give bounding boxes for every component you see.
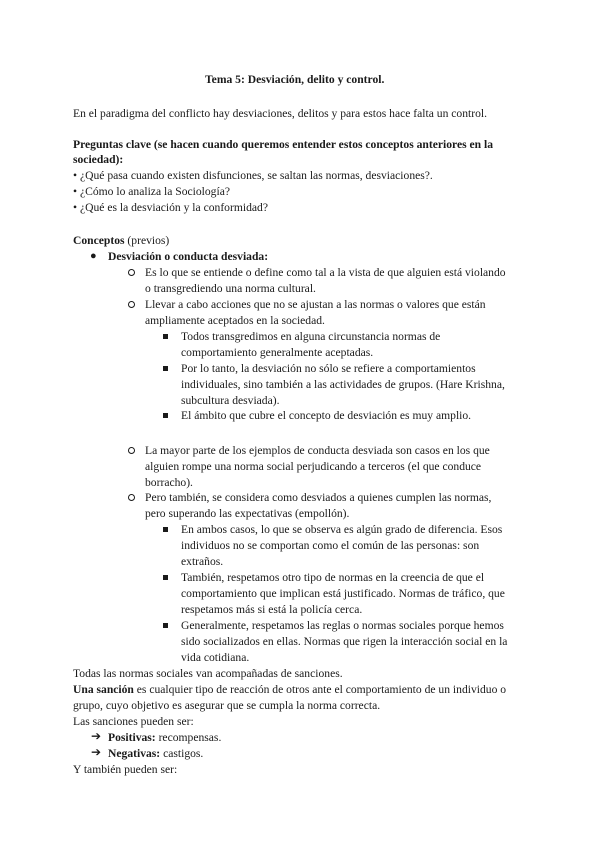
positive-sanction: Positivas: recompensas. xyxy=(108,731,222,744)
concept-line: individuos no se comportan como el común de las personas: son xyxy=(181,539,480,552)
square-bullet-icon xyxy=(163,575,168,580)
sanction-definition-cont: grupo, cuyo objetivo es asegurar que se cumpla la norma correcta. xyxy=(73,699,381,712)
key-question-item: • ¿Qué es la desviación y la conformidad? xyxy=(73,201,268,214)
key-question-item: • ¿Qué pasa cuando existen disfunciones, se saltan las normas, desviaciones?. xyxy=(73,169,433,182)
square-bullet-icon xyxy=(163,366,168,371)
concept-line: sido socializados en ellas. Normas que rigen la interacción social en la xyxy=(181,635,508,648)
concept-line: alguien rompe una norma social perjudicando a terceros (el que conduce xyxy=(145,460,482,473)
concept-line: Todos transgredimos en alguna circunstancia normas de xyxy=(181,330,441,343)
concept-line: También, respetamos otro tipo de normas en la creencia de que el xyxy=(181,571,485,584)
concept-line: respetamos más si está la policía cerca. xyxy=(181,603,363,616)
concept-line: Llevar a cabo acciones que no se ajustan a las normas o valores que están xyxy=(145,298,486,311)
arrow-right-icon: ➔ xyxy=(91,745,102,759)
sanction-definition: Una sanción es cualquier tipo de reacción de otros ante el comportamiento de un individuo o xyxy=(73,683,507,696)
key-questions-heading-line2: sociedad): xyxy=(73,153,124,166)
hollow-bullet-icon xyxy=(128,269,135,276)
concept-line: comportamiento generalmente aceptadas. xyxy=(181,346,374,359)
hollow-bullet-icon xyxy=(128,494,135,501)
hollow-bullet-icon xyxy=(128,301,135,308)
concept-line: extraños. xyxy=(181,555,224,568)
filled-bullet-icon: ● xyxy=(90,250,97,262)
arrow-right-icon: ➔ xyxy=(91,729,102,743)
concept-line: o transgrediendo una norma cultural. xyxy=(145,282,316,295)
page-title: Tema 5: Desviación, delito y control. xyxy=(205,73,385,86)
concept-line: La mayor parte de los ejemplos de conducta desviada son casos en los que xyxy=(145,444,490,457)
concept-line: Pero también, se considera como desviados a quienes cumplen las normas, xyxy=(145,491,492,504)
square-bullet-icon xyxy=(163,334,168,339)
sanction-types-intro: Las sanciones pueden ser: xyxy=(73,715,194,728)
concept-line: Por lo tanto, la desviación no sólo se refiere a comportamientos xyxy=(181,362,476,375)
key-questions-heading-line1: Preguntas clave (se hacen cuando queremos entender estos conceptos anteriores en la xyxy=(73,138,494,151)
intro-paragraph: En el paradigma del conflicto hay desviaciones, delitos y para estos hace falta un control. xyxy=(73,107,488,120)
concept-line: borracho). xyxy=(145,476,193,489)
concept-line: Es lo que se entiende o define como tal a la vista de que alguien está violando xyxy=(145,266,506,279)
sanctions-also: Y también pueden ser: xyxy=(73,763,178,776)
square-bullet-icon xyxy=(163,623,168,628)
concept-line: subcultura desviada). xyxy=(181,394,280,407)
concepts-heading: Conceptos (previos) xyxy=(73,234,170,247)
negative-sanction: Negativas: castigos. xyxy=(108,747,204,760)
deviation-heading: Desviación o conducta desviada: xyxy=(108,250,269,263)
concept-line: ampliamente aceptados en la sociedad. xyxy=(145,314,325,327)
concept-line: vida cotidiana. xyxy=(181,651,250,664)
key-question-item: • ¿Cómo lo analiza la Sociología? xyxy=(73,185,230,198)
square-bullet-icon xyxy=(163,413,168,418)
concept-line: individuales, sino también a las actividades de grupos. (Hare Krishna, xyxy=(181,378,505,391)
concept-line: En ambos casos, lo que se observa es algún grado de diferencia. Esos xyxy=(181,523,503,536)
concept-line: Generalmente, respetamos las reglas o normas sociales porque hemos xyxy=(181,619,504,632)
concept-line: pero superando las expectativas (empollón). xyxy=(145,507,350,520)
square-bullet-icon xyxy=(163,527,168,532)
sanctions-line: Todas las normas sociales van acompañadas de sanciones. xyxy=(73,667,343,680)
concept-line: comportamiento que implican está justificado. Normas de tráfico, que xyxy=(181,587,505,600)
concept-line: El ámbito que cubre el concepto de desviación es muy amplio. xyxy=(181,409,472,422)
hollow-bullet-icon xyxy=(128,447,135,454)
